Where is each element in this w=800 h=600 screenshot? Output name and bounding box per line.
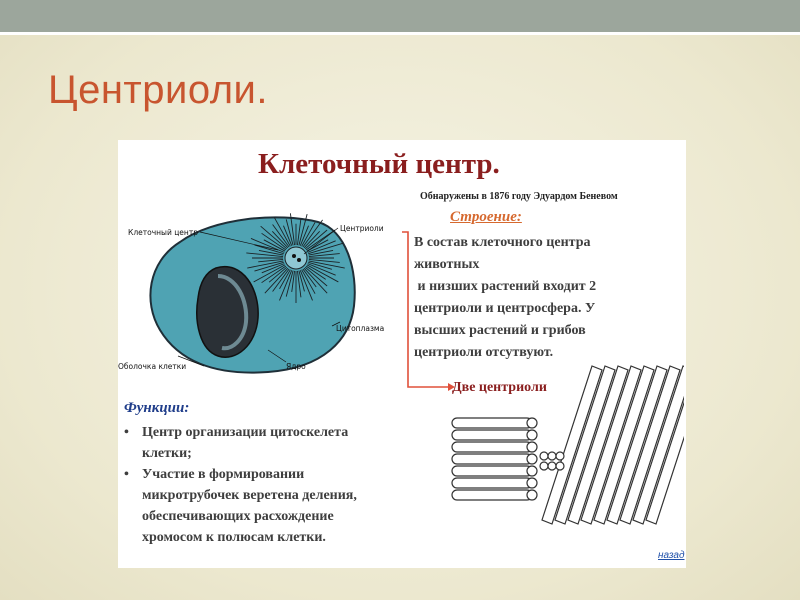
structure-line: центриоли и центросфера. У (414, 301, 596, 316)
functions-item: • Участие в формировании микротрубочек веретена деления, обеспечивающих расхождение хромосом к полюсам клетки. (124, 467, 357, 545)
structure-text (414, 232, 684, 364)
content-image-panel (118, 140, 686, 568)
structure-heading: Строение: (450, 209, 522, 225)
discovery-note: Обнаружены в 1876 году Эдуардом Беневом (420, 191, 618, 202)
functions-list (122, 422, 422, 548)
structure-line: животных (414, 257, 480, 272)
two-centrioles-label: Две центриоли (452, 380, 547, 395)
label-cell-center: Клеточный центр (128, 228, 198, 237)
structure-line: В состав клеточного центра (414, 235, 591, 250)
centriole-cylinder-vertical (540, 366, 684, 524)
structure-line: высших растений и грибов (414, 323, 586, 338)
structure-line: центриоли отсутвуют. (414, 345, 554, 360)
centriole-cylinder-horizontal (452, 418, 537, 500)
functions-item: • Центр организации цитоскелета клетки; (124, 425, 349, 461)
back-link[interactable]: назад (658, 550, 685, 561)
functions-heading: Функции: (124, 400, 190, 416)
top-bar (0, 0, 800, 32)
label-cytoplasm: Цитоплазма (336, 324, 385, 333)
structure-line: и низших растений входит 2 (414, 279, 597, 294)
label-membrane: Оболочка клетки (118, 362, 187, 371)
panel-heading: Клеточный центр. (258, 148, 500, 180)
centrioles-illustration (448, 360, 684, 560)
slide-title: Центриоли. (48, 68, 268, 112)
label-nucleus: Ядро (286, 362, 306, 371)
label-centrioles: Центриоли (340, 224, 384, 233)
